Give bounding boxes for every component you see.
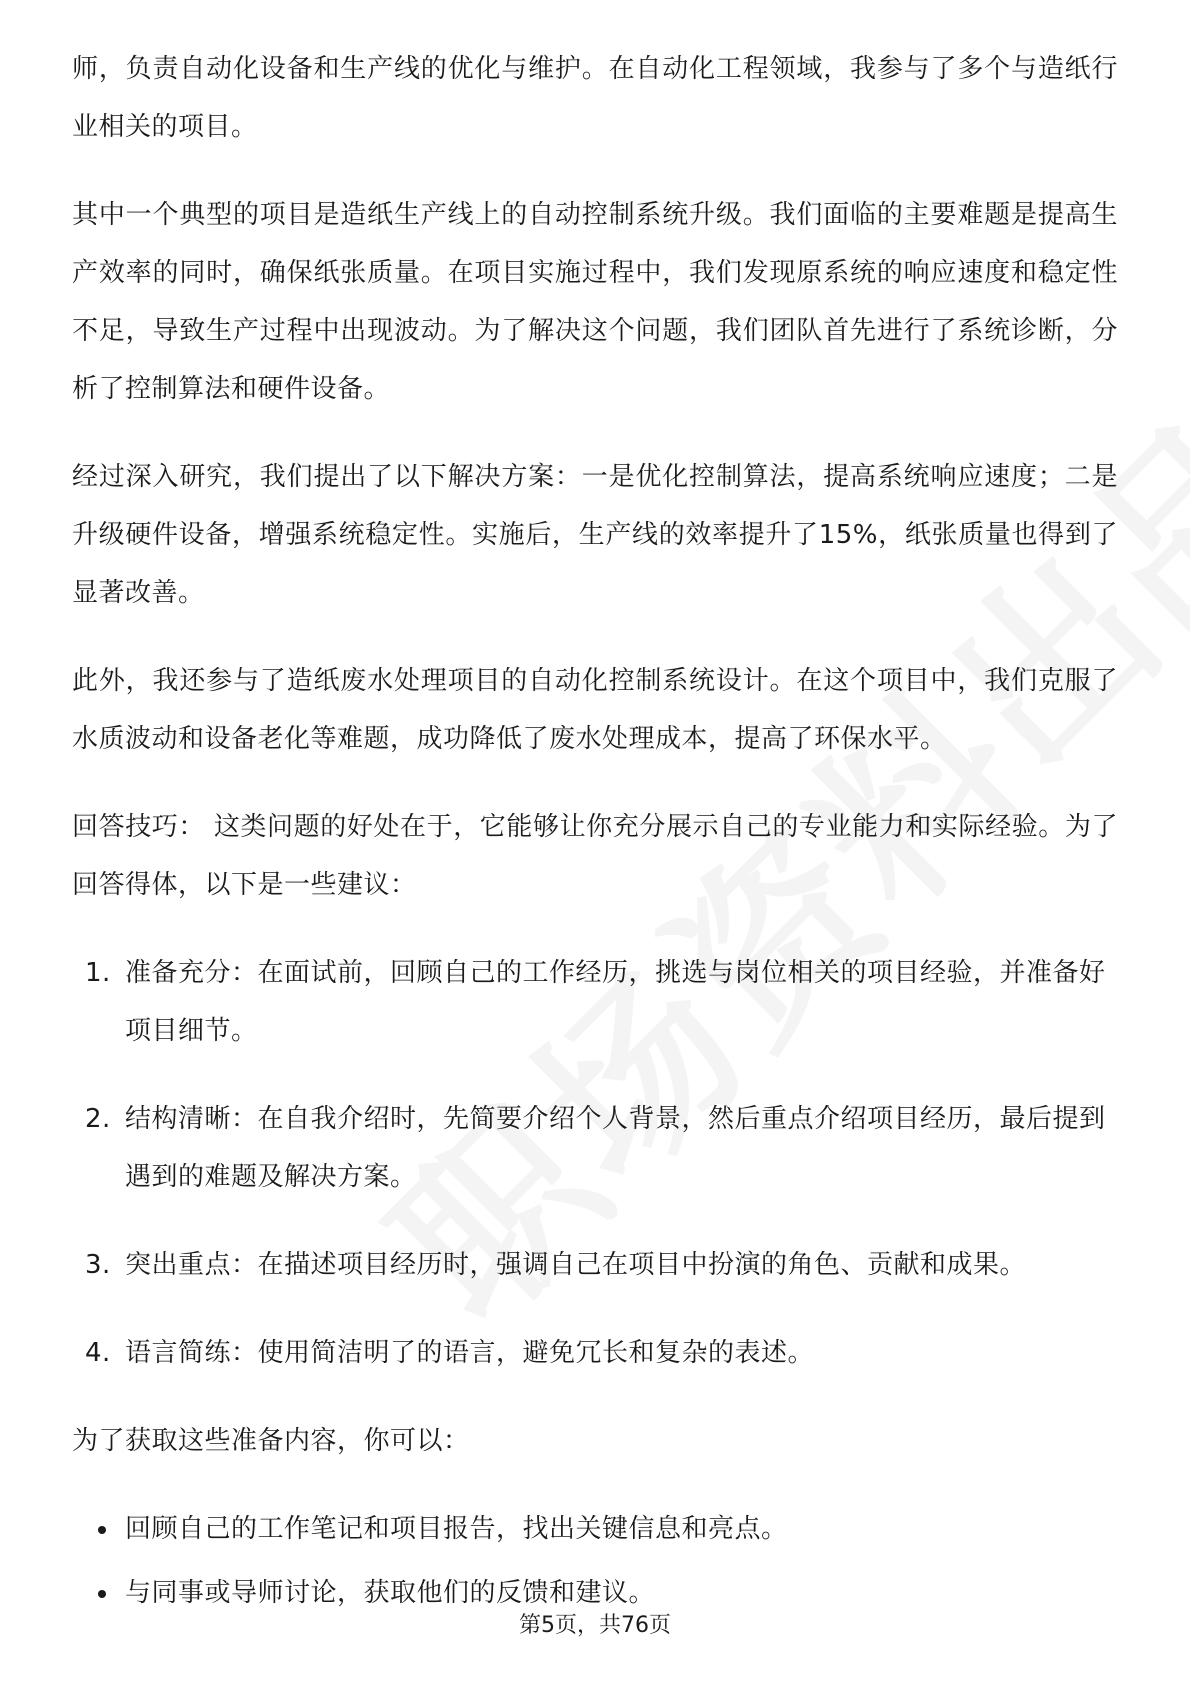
list-item-text: 回顾自己的工作笔记和项目报告，找出关键信息和亮点。	[125, 1514, 788, 1544]
list-number: 3.	[85, 1250, 111, 1280]
paragraph-4: 此外，我还参与了造纸废水处理项目的自动化控制系统设计。在这个项目中，我们克服了水质波动和设备老化等难题，成功降低了废水处理成本，提高了环保水平。	[72, 666, 1118, 754]
list-number: 4.	[85, 1338, 111, 1368]
list-item	[72, 1500, 1118, 1558]
list-item	[72, 1090, 1118, 1206]
prep-bullet-list	[72, 1500, 1118, 1622]
bullet-icon	[98, 1526, 106, 1534]
bullet-icon	[98, 1590, 106, 1598]
list-item	[72, 1324, 1118, 1382]
list-item	[72, 944, 1118, 1060]
list-number: 1.	[85, 958, 111, 988]
list-item-text: 结构清晰：在自我介绍时，先简要介绍个人背景，然后重点介绍项目经历，最后提到遇到的难题及解决方案。	[125, 1104, 1106, 1192]
list-number: 2.	[85, 1104, 111, 1134]
list-item	[72, 1236, 1118, 1294]
page-content	[72, 40, 1118, 1628]
list-item-text: 准备充分：在面试前，回顾自己的工作经历，挑选与岗位相关的项目经验，并准备好项目细节。	[125, 958, 1106, 1046]
paragraph-1: 师，负责自动化设备和生产线的优化与维护。在自动化工程领域，我参与了多个与造纸行业相关的项目。	[72, 54, 1118, 142]
list-item-text: 与同事或导师讨论，获取他们的反馈和建议。	[125, 1578, 656, 1608]
answer-tips-intro: 回答技巧： 这类问题的好处在于，它能够让你充分展示自己的专业能力和实际经验。为了回答得体，以下是一些建议：	[72, 812, 1118, 900]
list-item-text: 语言简练：使用简洁明了的语言，避免冗长和复杂的表述。	[125, 1338, 815, 1368]
paragraph-2: 其中一个典型的项目是造纸生产线上的自动控制系统升级。我们面临的主要难题是提高生产效率的同时，确保纸张质量。在项目实施过程中，我们发现原系统的响应速度和稳定性不足，导致生产过程中出现波动。为了解决这个问题，我们团队首先进行了系统诊断，分析了控制算法和硬件设备。	[72, 200, 1118, 404]
tips-list	[72, 944, 1118, 1382]
page-number: 第5页，共76页	[519, 1613, 671, 1638]
list-item-text: 突出重点：在描述项目经历时，强调自己在项目中扮演的角色、贡献和成果。	[125, 1250, 1027, 1280]
prep-intro: 为了获取这些准备内容，你可以：	[72, 1426, 470, 1456]
paragraph-3: 经过深入研究，我们提出了以下解决方案：一是优化控制算法，提高系统响应速度；二是升级硬件设备，增强系统稳定性。实施后，生产线的效率提升了15%，纸张质量也得到了显著改善。	[72, 462, 1118, 608]
